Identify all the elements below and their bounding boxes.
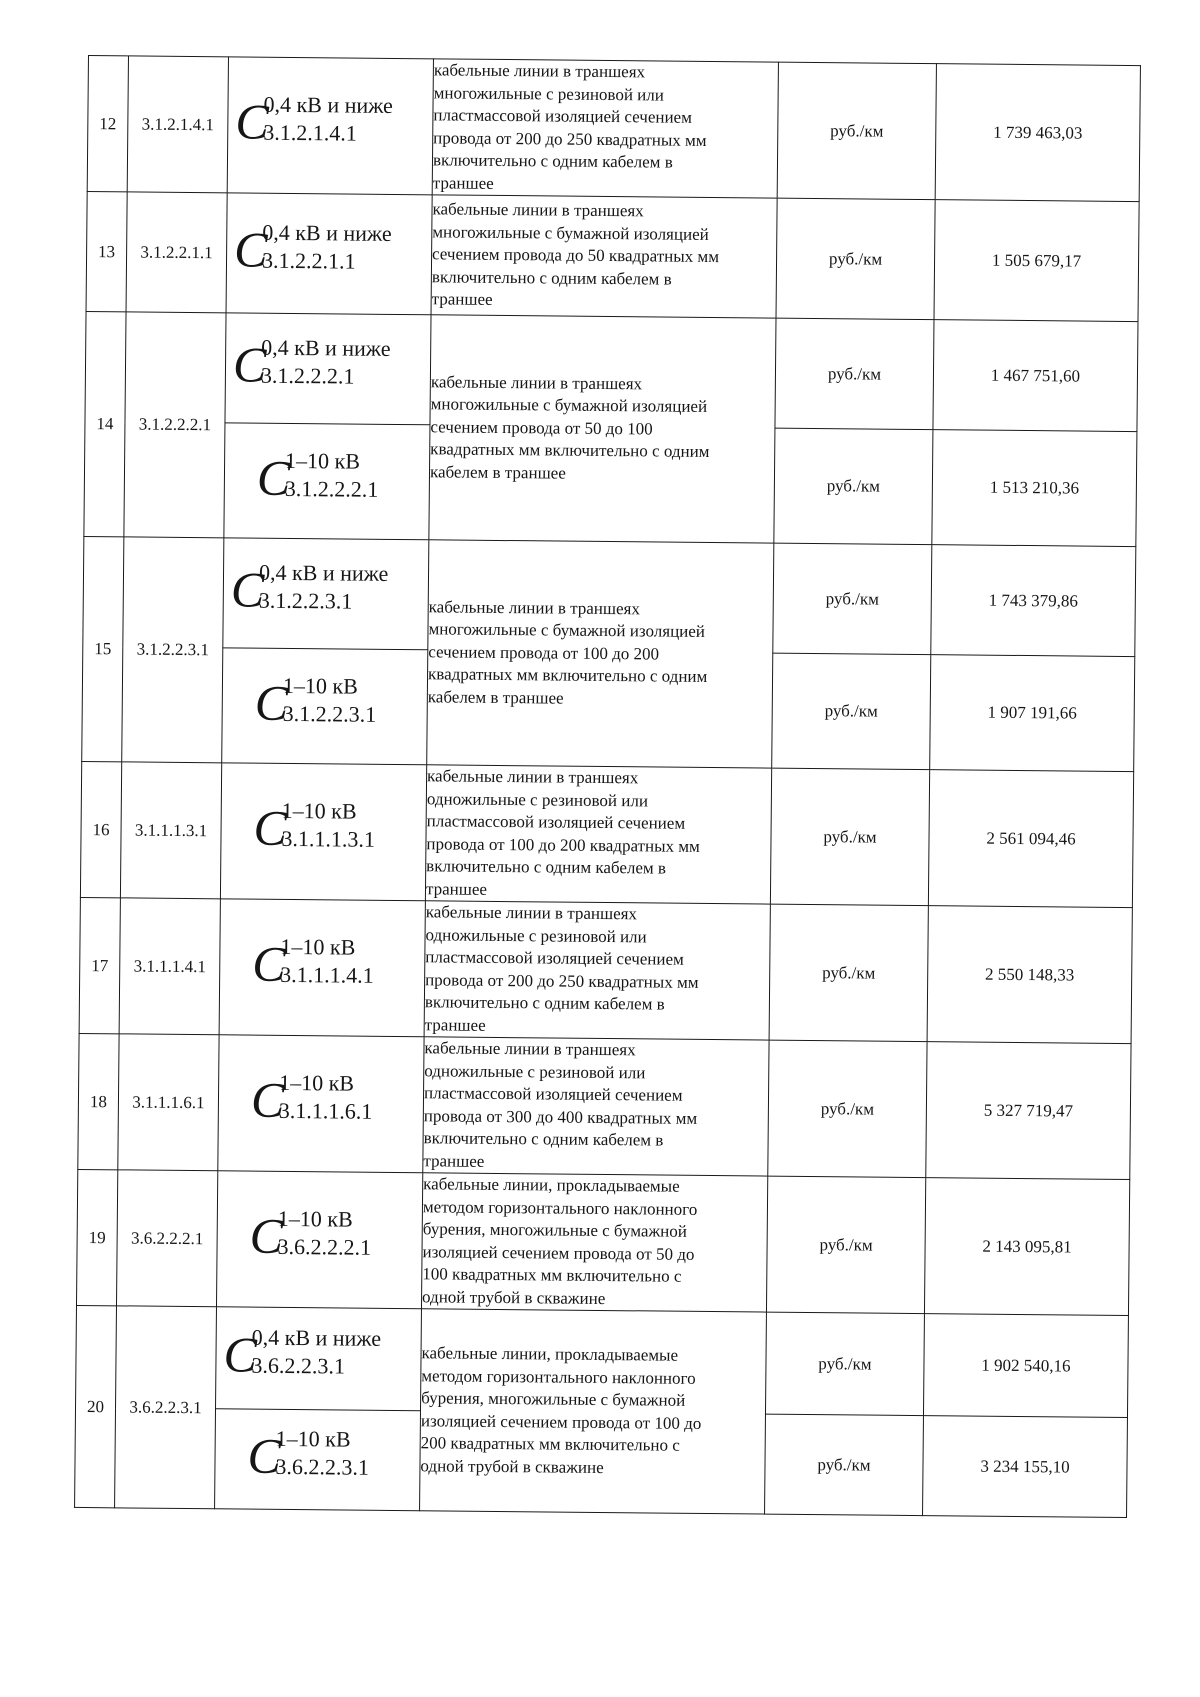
row-description	[424, 901, 770, 1040]
formula-voltage: 1–10 кВ	[285, 447, 361, 474]
rate-formula	[224, 423, 430, 540]
description-line: траншее	[423, 1150, 485, 1171]
row-number: 15	[82, 536, 124, 761]
rate-formula	[216, 1307, 422, 1411]
row-unit: руб./км	[773, 543, 932, 655]
row-price: 2 550 148,33	[927, 906, 1132, 1044]
formula-index: 3.1.2.1.4.1	[263, 119, 357, 146]
tariff-table	[74, 55, 1141, 1518]
description-line: провода от 200 до 250 квадратных мм	[433, 127, 707, 150]
description-line: многожильные с бумажной изоляцией	[430, 394, 708, 417]
description-line: кабельные линии в траншеях	[432, 199, 644, 221]
formula-voltage: 0,4 кВ и ниже	[251, 1324, 382, 1351]
rate-letter-c: C	[230, 561, 265, 618]
description-line: кабельные линии в траншеях	[428, 597, 641, 619]
description-line: кабельные линии в траншеях	[425, 902, 638, 924]
formula-index: 3.6.2.2.2.1	[277, 1233, 372, 1260]
rate-formula	[222, 648, 428, 765]
row-description	[421, 1173, 767, 1312]
description-line: включительно с одним кабелем в	[426, 856, 667, 878]
row-code: 3.1.1.1.3.1	[120, 762, 221, 899]
row-price: 2 143 095,81	[924, 1178, 1129, 1316]
formula-index: 3.1.2.2.1.1	[261, 247, 356, 274]
rate-symbol	[234, 220, 425, 282]
description-line: одной трубой в скважине	[422, 1286, 606, 1308]
rate-formula	[216, 1171, 422, 1309]
description-line: включительно с одним кабелем в	[431, 267, 672, 289]
table-row	[85, 311, 1138, 431]
description-line: сечением провода до 50 квадратных мм	[432, 244, 720, 267]
row-unit: руб./км	[777, 62, 936, 200]
description-line: провода от 300 до 400 квадратных мм	[423, 1105, 698, 1128]
rate-letter-c: C	[223, 1326, 258, 1383]
row-description	[431, 195, 777, 318]
row-description	[420, 1309, 767, 1514]
row-code: 3.1.2.2.1.1	[126, 192, 227, 313]
description-line: одножильные с резиновой или	[424, 1060, 646, 1082]
rate-formula	[225, 313, 431, 425]
rate-symbol	[247, 1427, 388, 1488]
description-line: методом горизонтального наклонного	[422, 1196, 698, 1219]
rate-symbol	[251, 1071, 392, 1132]
formula-voltage: 1–10 кВ	[277, 1205, 353, 1232]
row-code: 3.1.1.1.6.1	[118, 1034, 219, 1171]
rate-symbol	[231, 560, 422, 622]
row-unit: руб./км	[768, 1040, 927, 1178]
description-line: пластмассовой изоляцией сечением	[426, 811, 686, 833]
description-line: провода от 200 до 250 квадратных мм	[425, 969, 699, 992]
row-price: 5 327 719,47	[926, 1042, 1131, 1180]
row-number: 18	[78, 1033, 119, 1169]
description-line: многожильные с резиновой или	[433, 82, 665, 105]
row-price: 1 505 679,17	[934, 200, 1139, 322]
rate-symbol	[223, 1325, 414, 1387]
row-number: 14	[84, 311, 126, 536]
row-price: 1 902 540,16	[923, 1314, 1128, 1418]
row-price: 1 467 751,60	[933, 320, 1138, 432]
row-number: 13	[86, 191, 127, 311]
row-number: 20	[75, 1305, 117, 1507]
formula-index: 3.6.2.2.3.1	[251, 1352, 346, 1379]
row-price: 1 907 191,66	[930, 655, 1135, 772]
rate-letter-c: C	[250, 1071, 285, 1128]
description-line: включительно с одним кабелем в	[432, 150, 673, 172]
description-line: провода от 100 до 200 квадратных мм	[426, 833, 700, 856]
description-line: включительно с одним кабелем в	[423, 1128, 664, 1150]
row-number: 12	[87, 56, 128, 192]
rate-symbol	[235, 92, 426, 154]
rate-letter-c: C	[249, 1207, 284, 1264]
row-price: 3 234 155,10	[923, 1416, 1128, 1518]
description-line: траншее	[424, 1014, 486, 1035]
rate-symbol	[233, 335, 424, 397]
rate-symbol	[254, 673, 395, 734]
description-line: пластмассовой изоляцией сечением	[433, 105, 693, 127]
row-unit: руб./км	[772, 653, 931, 770]
rate-letter-c: C	[253, 799, 288, 856]
row-price: 1 739 463,03	[935, 64, 1140, 202]
formula-index: 3.1.2.2.2.1	[284, 475, 379, 502]
row-price: 1 513 210,36	[932, 430, 1137, 547]
rate-symbol	[249, 1207, 390, 1268]
description-line: кабельные линии в траншеях	[433, 60, 646, 82]
row-description	[423, 1037, 769, 1176]
description-line: одножильные с резиновой или	[425, 924, 647, 946]
row-code: 3.1.1.1.4.1	[119, 898, 220, 1035]
rate-symbol	[252, 935, 393, 996]
row-unit: руб./км	[774, 428, 933, 545]
description-line: кабельные линии, прокладываемые	[421, 1343, 679, 1365]
description-line: многожильные с бумажной изоляцией	[432, 222, 709, 244]
table-row	[80, 761, 1133, 907]
row-unit: руб./км	[776, 198, 935, 320]
row-description	[427, 540, 774, 768]
description-line: траншее	[425, 878, 488, 899]
formula-voltage: 1–10 кВ	[275, 1425, 351, 1452]
row-unit: руб./км	[765, 1312, 924, 1416]
row-code: 3.6.2.2.3.1	[115, 1306, 217, 1509]
row-description	[425, 765, 771, 904]
rate-letter-c: C	[252, 935, 286, 992]
table-row	[76, 1169, 1129, 1315]
description-line: одной трубой в скважине	[420, 1455, 604, 1477]
description-line: 200 квадратных мм включительно с	[420, 1433, 680, 1455]
rate-formula	[220, 763, 426, 901]
description-line: кабельные линии в траншеях	[424, 1038, 636, 1060]
formula-index: 3.1.1.1.4.1	[280, 961, 374, 988]
rate-letter-c: C	[235, 93, 269, 150]
rate-formula	[223, 538, 429, 650]
formula-voltage: 0,4 кВ и ниже	[262, 219, 392, 246]
row-number: 17	[79, 897, 120, 1033]
document-page	[88, 55, 1140, 1508]
row-number: 16	[80, 761, 121, 897]
formula-voltage: 1–10 кВ	[279, 1069, 355, 1096]
row-description	[432, 59, 778, 198]
table-row	[86, 191, 1139, 321]
rate-formula	[218, 1035, 424, 1173]
description-line: изоляцией сечением провода от 50 до	[422, 1241, 695, 1264]
formula-voltage: 0,4 кВ и ниже	[261, 334, 391, 361]
description-line: методом горизонтального наклонного	[421, 1365, 696, 1388]
rate-letter-c: C	[233, 221, 268, 278]
rate-letter-c: C	[256, 449, 291, 506]
rate-symbol	[253, 799, 394, 860]
description-line: изоляцией сечением провода от 100 до	[420, 1410, 702, 1433]
formula-voltage: 1–10 кВ	[282, 672, 358, 699]
row-unit: руб./км	[770, 768, 929, 906]
description-line: бурения, многожильные с бумажной	[421, 1388, 686, 1410]
table-row	[79, 897, 1132, 1043]
rate-symbol	[257, 448, 398, 509]
row-number: 19	[76, 1169, 117, 1305]
row-code: 3.1.2.2.2.1	[124, 312, 226, 538]
rate-letter-c: C	[232, 336, 267, 393]
description-line: пластмассовой изоляцией сечением	[425, 947, 684, 969]
table-row	[87, 56, 1140, 202]
rate-letter-c: C	[247, 1427, 282, 1484]
table-row	[76, 1305, 1129, 1417]
description-line: кабелем в траншее	[429, 462, 566, 483]
formula-index: 3.6.2.2.3.1	[275, 1453, 370, 1480]
row-code: 3.1.2.1.4.1	[127, 56, 228, 193]
description-line: кабелем в траншее	[427, 687, 564, 708]
formula-index: 3.1.2.2.3.1	[258, 587, 353, 614]
row-price: 1 743 379,86	[931, 545, 1136, 657]
formula-index: 3.1.2.2.2.1	[260, 362, 355, 389]
row-code: 3.6.2.2.2.1	[116, 1170, 217, 1307]
formula-voltage: 0,4 кВ и ниже	[258, 559, 389, 586]
rate-formula	[227, 57, 433, 195]
description-line: сечением провода от 100 до 200	[428, 642, 660, 664]
table-row	[83, 536, 1136, 656]
description-line: многожильные с бумажной изоляцией	[428, 619, 706, 642]
row-unit: руб./км	[769, 904, 928, 1042]
formula-voltage: 0,4 кВ и ниже	[263, 91, 394, 118]
row-code: 3.1.2.2.3.1	[122, 537, 224, 763]
description-line: кабельные линии в траншеях	[430, 372, 643, 394]
formula-index: 3.1.1.1.3.1	[281, 825, 376, 852]
description-line: кабельные линии в траншеях	[427, 766, 639, 788]
description-line: квадратных мм включительно с одним	[427, 664, 708, 687]
formula-voltage: 1–10 кВ	[280, 933, 356, 960]
description-line: пластмассовой изоляцией сечением	[423, 1083, 683, 1105]
description-line: траншее	[432, 172, 494, 193]
description-line: кабельные линии, прокладываемые	[423, 1174, 680, 1196]
rate-formula	[215, 1409, 421, 1511]
formula-voltage: 1–10 кВ	[281, 797, 357, 824]
description-line: 100 квадратных мм включительно с	[422, 1264, 682, 1286]
description-line: сечением провода от 50 до 100	[430, 417, 653, 439]
rate-formula	[226, 193, 432, 315]
description-line: траншее	[431, 289, 493, 310]
description-line: квадратных мм включительно с одним	[430, 439, 710, 462]
description-line: одножильные с резиновой или	[426, 788, 649, 810]
row-unit: руб./км	[766, 1176, 925, 1314]
row-unit: руб./км	[775, 318, 934, 430]
description-line: бурения, многожильные с бумажной	[422, 1219, 687, 1241]
description-line: включительно с одним кабелем в	[424, 992, 665, 1014]
row-unit: руб./км	[765, 1414, 924, 1516]
rate-letter-c: C	[254, 674, 289, 731]
formula-index: 3.1.1.1.6.1	[278, 1097, 373, 1124]
table-row	[78, 1033, 1131, 1179]
row-price: 2 561 094,46	[928, 770, 1133, 908]
rate-formula	[219, 899, 425, 1037]
formula-index: 3.1.2.2.3.1	[282, 700, 377, 727]
row-description	[429, 315, 776, 543]
